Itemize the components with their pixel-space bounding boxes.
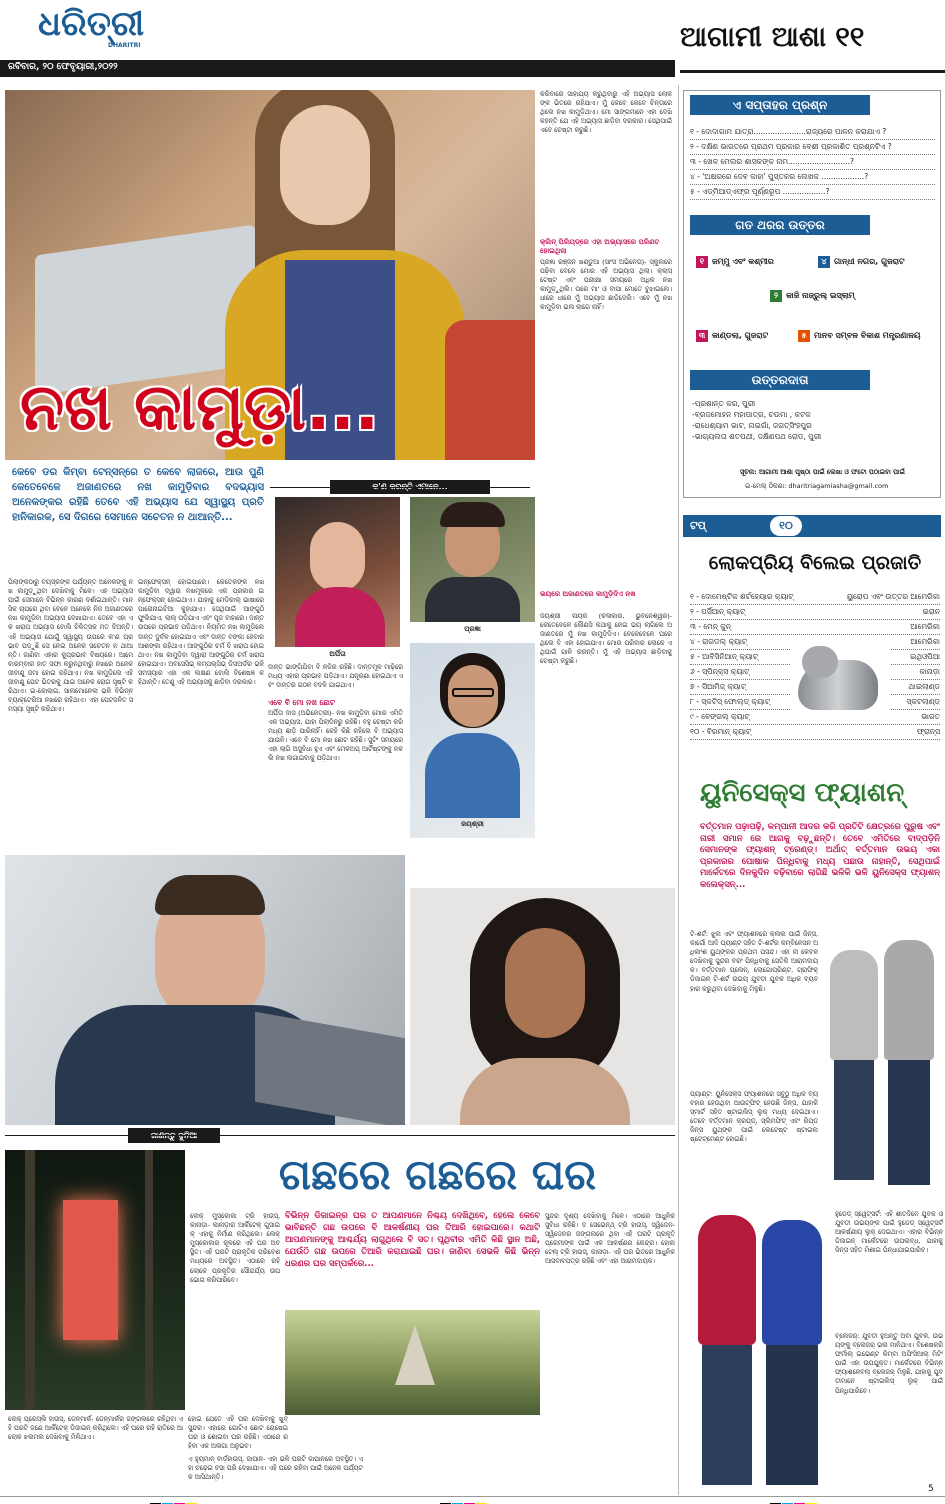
model-2-tshirt	[884, 940, 934, 1060]
cat-place-2: ଇରାନ	[922, 607, 940, 616]
col4-sub1: କ୍ଲିନ୍ ପିରିୟଡ୍‌ରେ ଏହା ଅଭ୍ୟାସରେ ପରିଣତ ହୋଇଥିଲା	[540, 238, 660, 255]
answer-1	[696, 256, 774, 268]
model-2-jeans	[888, 1060, 930, 1185]
question-5: ୫ - ଏଡ୍‌ମିଆଡ୍‌ଏଫ୍‌ର ପୂର୍ଣ୍ଣରୂପ ..................?	[690, 185, 935, 200]
answer-5	[798, 330, 921, 342]
model-1-tshirt	[830, 950, 878, 1060]
logo-sub: DHARITRI	[108, 42, 141, 49]
answer-3-text: କାଣ୍ଡଲା, ଗୁଜରାଟ	[712, 331, 769, 340]
section-name: ଆଗାମୀ ଆଶା	[680, 20, 827, 53]
cat-row-10	[690, 725, 940, 740]
question-1: ୧ - ଦୋଦାଗାମ ଯାତ୍ରା......................ରାଜ୍ୟରେ ପାଳନ କରାଯାଏ ?	[690, 125, 935, 140]
house-rule	[5, 1135, 675, 1136]
house-col3: ସୁନ୍ଦର ଦୃଶ୍ୟ ଦେଖିବାକୁ ମିଳେ। ଏଠାରେ ଆଧୁନିକ ସୁବିଧା ରହିଛି। ଦ ସେଭେନ୍‌ଥ୍ ଟ୍ରି ହାଉସ୍, ସ୍ୱିଡେନ- ସ୍ୱିଡେନର ଜଙ୍ଗଲରେ ଥିବା ଏହି ଘରଟି ପ୍ରକୃତି ପ୍ରେମୀଙ୍କ ପାଇଁ ଏକ ଆକର୍ଷଣର କେନ୍ଦ୍ର। ହୋଲଟେଲ୍ ଟ୍ରି ହାଉସ୍, କାନାଡ଼ା- ଏହି ଘର ଭିତରେ ଆଧୁନିକ ଆସବାବପତ୍ର ରହିଛି ଏବଂ ଏହା ଆରାମଦାୟକ।	[545, 1212, 675, 1266]
question-2: ୨ - ଦକ୍ଷିଣ ଭାରତରେ ପ୍ରଥମ ପ୍ରକାର ବେଶୀ ପ୍ରକାଶିତ ପ୍ରଶ୍ନଟିଏ ?	[690, 140, 935, 155]
logo-text: ଧରିତ୍ରୀ	[38, 4, 145, 44]
house-col1b: ଲେକ୍ ପ୍ରେସ୍‌ଲି ହାଉସ୍, ଡେନ୍‌ମାର୍କ- ଡେନ୍‌ମାର୍କର ଜଙ୍ଗଲରେ ରହିଥିବା ଏହି ଘରଟି ଜଣେ ଆର୍କିଟେକ୍ ଡିଜାଇନ୍ କରିଥିଲେ। ଏହି ଘରେ ରହି ରାତିରେ ଆଲୋକ ଝଲମଲ ଦେଖିବାକୁ ମିଳିଥାଏ।	[8, 1415, 183, 1442]
tree-trunk-1	[25, 1150, 35, 1410]
tree-trunk-2	[145, 1150, 153, 1410]
cat-name-5: ୫ - ଆବିସିନିଆନ୍ କ୍ୟାଟ୍	[690, 652, 759, 661]
answer-1-text: ଜମ୍ମୁ ଏବଂ କଶ୍ମୀର	[712, 257, 774, 266]
top10-number: ୧୦	[770, 516, 802, 536]
unisex-body2: ପ୍ୟାଣ୍ଟ: ୟୁନିସେକ୍ସ ଫ୍ୟାଶନରେ ସବୁଠୁ ଅଧିକ ବ୍ୟବହାର ହେଉଥିବା ଆଉଟ୍‌ଫିଟ୍ ହେଉଛି ଜିନ୍ସ, ଯାହାକି ସ୍ମାର୍ଟ ସହିତ ଷ୍ଟାଇଲିସ୍ ଲୁକ୍ ମଧ୍ୟ ଦେଇଥାଏ। ତେବେ ବର୍ତ୍ତମାନ କ୍ରପ୍‌ଡ୍, ସ୍ଲିମଫିଟ୍ ଏବଂ ରିପ୍‌ଡ୍ ଜିନ୍ସ ୟୁଥ୍‌ଙ୍କ ପାଇଁ ଲେଟେଷ୍ଟ ଷ୍ଟାଇଲ ଷ୍ଟେଟ୍‌ମେଣ୍ଟ ହୋଇଛି।	[690, 1090, 818, 1144]
cat-place-7: ଥାଇଲାଣ୍ଡ	[908, 682, 940, 691]
answer-4-text: ଗାନ୍ଧୀ ନଗର, ଗୁଜରାଟ	[834, 257, 905, 266]
answer-2-num: ୨	[770, 290, 782, 302]
photo-hoodie-couple	[690, 1205, 830, 1495]
col3-subheading: ଏବେ ବି ମୋ ନଖ ଛୋଟ	[268, 698, 335, 707]
face-shape	[280, 105, 370, 225]
house-headline: ଗଛରେ ଗଛରେ ଘର	[278, 1150, 597, 1199]
winner-4: -ଭାଗ୍ୟଲତା ଶତପଥୀ, ଦକ୍ଷିଣପଥ ରୋଡ, ପୁରୀ	[692, 432, 822, 441]
cat-name-2: ୨ - ପର୍ସିଆନ୍ କ୍ୟାଟ୍	[690, 607, 746, 616]
house-col2b: ଏ ହ୍ୟୁମାନ୍ ବାର୍ଡ଼ହାଉସ୍, ଜାପାନ- ଏହା ଭଳି ଘରଟି ଜାପାନରେ ଅବସ୍ଥିତ। ଏହା ଚଢ଼େଇ ବସା ପରି ଦେଖାଯାଏ। ଏହି ଘରେ ରହିବା ପାଇଁ ଅନେକ ପର୍ଯ୍ୟଟକ ଆସିଥାନ୍ତି।	[188, 1455, 363, 1482]
quiz-email: ଇ-ମେଲ୍ ଠିକଣା: dharitriagamiasha@gmail.com	[745, 482, 889, 490]
answer-1-num: ୧	[696, 256, 708, 268]
unisex-headline: ୟୁନିସେକ୍ସ ଫ୍ୟାଶନ୍	[700, 778, 905, 808]
main-body-col3a: ଦାନ୍ତ ଭାଙ୍ଗିଯିବା ବି ନଜିର ରହିଛି। ଦାନ୍ତମୂଳ ମାଢ଼ିରେ ମଧ୍ୟ ଏହାର ପ୍ରଭାବ ପଡ଼ିଥାଏ। ଯନ୍ତ୍ରଣା ହୋଇଥାଏ ଏବଂ ଦାନ୍ତର ଗଠନ ବଦଳି ଯାଇଥାଏ।	[268, 663, 403, 690]
answer-2-text: କାଜି ନାଜ୍‌ରୁଲ୍ ଇସ୍‌ଲାମ୍	[786, 291, 855, 300]
quiz-questions	[690, 125, 935, 200]
answer-3-num: ୩	[696, 330, 708, 342]
main-body-col1: ପିଲାଙ୍କଠାରୁ ବୟସ୍କଙ୍କ ପର୍ଯ୍ୟନ୍ତ ଅନେକଙ୍କୁ ନଖ କାମୁଡ଼ୁଥିବା ଦେଖିବାକୁ ମିଳେ। ଏହ ଅଭ୍ୟାସ ପାଇଁ ସେମାନେ ବିଭିନ୍ନ କାରଣ ଦର୍ଶାଇଥାନ୍ତି। ମାନସିକ ଚାପରେ ଥିବା ବେଳେ ଅନେକେ ନିଜ ଅଜାଣତରେ ନଖ କାମୁଡ଼ିବା ଅଭ୍ୟାସ ଦେଖାଯାଏ। ତେବେ ଏହା ଏକ ଖରାପ ଅଭ୍ୟାସ ବୋଲି ଚିକିତ୍ସକ ମତ ଦିଅନ୍ତି। ଏହି ଅଭ୍ୟାସ ଯୋଗୁଁ ସ୍ୱାସ୍ଥ୍ୟ ଉପରେ କ'ଣ ପ୍ରଭାବ ପଡ଼ୁଛି ସେ ନେଇ ଅନେକ ସଚେତନ ନ ଥାଆନ୍ତି। ଜାଣିବା ଏହାର କୁପ୍ରଭାବ ବିଷୟରେ। ଆମେ ବାରମ୍ବାର ହାତ ସଫା କରୁନଥିବାରୁ ନଖରେ ଅନେକ ଜୀବାଣୁ ଜମା ହୋଇ ରହିଥାଏ। ନଖ କାମୁଡ଼ିଲେ ଏହି ଜୀବାଣୁ ପେଟ ଭିତରକୁ ଯାଇ ଅନେକ ରୋଗ ସୃଷ୍ଟି କରିଥାଏ। ଇ-କୋଲାଇ, ସାଲମୋନେଲା ଭଳି ବିଭିନ୍ନ ବ୍ୟାକ୍ଟେରିଆ ନଖରେ ରହିଥାଏ। ଏହା ପେଟଜନିତ ସମସ୍ୟା ସୃଷ୍ଟି କରିଥାଏ।	[8, 578, 133, 714]
photo-tshirt-couple	[820, 930, 942, 1190]
kana-rule	[270, 487, 530, 488]
color-swatch-2	[440, 1497, 488, 1504]
color-swatch-1	[150, 1497, 198, 1504]
masthead-logo	[38, 4, 198, 54]
col4-bottom: ଜୟଶ୍ରୀ ନାୟକ (କଳାକାର, ଭୁବନେଶ୍ୱର)- କେତେବେଳେ କୌଣସି କଥାକୁ ନେଇ ଭୟ ଲାଗିଲେ ଅଜାଣତରେ ମୁଁ ନଖ କାମୁଡ଼ିଦିଏ। ବେଳେବେଳେ ଘରେ ଥିଲେ ବି ଏହା ହୋଇଯାଏ। ମୋର ପରିବାର ଲୋକେ ଏଥିପାଇଁ ଗାଳି କରନ୍ତି। ମୁଁ ଏହି ଅଭ୍ୟାସ ଛାଡ଼ିବାକୁ ଚେଷ୍ଟା କରୁଛି।	[540, 612, 672, 666]
cat-name-9: ୯ - ବେଙ୍ଗଲ୍ କ୍ୟାଟ୍	[690, 712, 750, 721]
cat-place-10: ଫ୍ରାନ୍ସ	[916, 727, 940, 736]
winner-1: -ପ୍ରଶାନ୍ତ କର, ପୁରୀ	[692, 399, 756, 408]
quiz-note: ସୂଚନା: ଆଗାମୀ ଆଶା ପୃଷ୍ଠା ପାଇଁ ଲେଖା ଓ ଫଟୋ ପଠାଇବା ପାଇଁ	[740, 468, 905, 476]
answers-panel	[690, 242, 935, 352]
cat-place-5: ଇଥିଓପିଆ	[910, 652, 940, 661]
unisex-body1: ଟି-ଶର୍ଟ: ଝୁଲ ଏବଂ ଫ୍ୟାଶନରେ କ୍ଲଲ ପାଇଁ ଜିନ୍ସ, କାର୍ଗୋ ଆଦି ପ୍ୟାଣ୍ଟ ସହିତ ଟି-ଶର୍ଟର କମ୍ବିନେସନ ଅଧିକାଂଶ ୟୁଥ୍‌ଙ୍କର ପ୍ରଥମ ପସନ୍ଦ। ଏହା ନା କେବଳ ଦେଖିବାକୁ ସୁନ୍ଦର ବରଂ ପିନ୍ଧିବାକୁ ସେତିକି ଆରାମଦାୟକ। ବର୍ତ୍ତମାନ ପ୍ଲେନ୍, ଲୋଗୋପ୍ରିଣ୍ଟ, ଗ୍ରାଫିକ୍ ଡିଜାଇନ୍ ଟି-ଶର୍ଟ ଉଭୟ ଯୁବତୀ ଯୁବକ ଅଧିକ ବ୍ୟବହାର କରୁଥିବା ଦେଖିବାକୁ ମିଳୁଛି।	[690, 930, 818, 993]
footer-page-number: 5	[928, 1484, 934, 1494]
pragya-shirt	[425, 577, 520, 622]
col4-mid: ପ୍ରଜ୍ଞା ରଞ୍ଜନ ଖଣ୍ଡୁଆ (ସାଂସ ଅଭିନେତା)- ସ୍କୁଲରେ ପଢ଼ିବା ବେଳେ ମୋର ଏହି ଅଭ୍ୟାସ ଥିଲା। କ୍ଲାସ୍ ଟେଷ୍ଟ ଏବଂ ପରୀକ୍ଷା ସମୟରେ ଅଧିକ ନଖ କାମୁଡ଼ୁଥିଲି। ପରେ ମା' ଓ ବାପା ମୋତେ ବୁଝାଇଲେ। ଧୀରେ ଧୀରେ ମୁଁ ଅଭ୍ୟାସ ଛାଡ଼ିଦେଲି। ଏବେ ମୁଁ ନଖ କାମୁଡ଼ିବା ଭଲ ଲାଗେ ନାହିଁ।	[540, 258, 672, 312]
column-divider	[678, 85, 679, 1495]
caption-arpita: ଅର୍ପିତା	[329, 650, 346, 658]
cat-photo	[790, 640, 890, 720]
model-4-jeans	[766, 1345, 818, 1485]
arpita-face	[310, 522, 365, 592]
cat-place-4: ଆମେରିକା	[910, 637, 940, 646]
photo-lit-treehouse	[5, 1150, 185, 1410]
answer-3	[696, 330, 768, 342]
cat-place-8: ସ୍କଟଲାଣ୍ଡ	[906, 697, 940, 706]
girl-face	[505, 928, 585, 1038]
winners-title: ଉତ୍ତରଦାତା	[690, 370, 870, 390]
section-title	[680, 20, 945, 70]
cat-name-8: ୮ - ସ୍କଟିସ୍ ଫୋଲ୍ଡ୍ କ୍ୟାଟ୍	[690, 697, 771, 706]
caption-jayashree: ଜୟଶ୍ରୀ	[461, 820, 484, 828]
col4-sub2: ଭୟରେ ଅଜାଣତରେ କାମୁଡ଼ିଦିଏ ନଖ	[540, 590, 636, 598]
jayashree-top	[425, 733, 520, 818]
cat-head	[802, 646, 838, 678]
answer-2	[770, 290, 855, 302]
cat-name-3: ୩ - ମେନ୍ କୁନ୍	[690, 622, 731, 631]
answers-title: ଗତ ଥରର ଉତ୍ତର	[690, 215, 870, 235]
cat-place-1: ୟୁରୋପ ଏବଂ ଉତ୍ତର ଆମେରିକା	[846, 592, 940, 601]
quiz-title: ଏ ସପ୍ତାହର ପ୍ରଶ୍ନ	[690, 95, 870, 115]
triangle-house	[395, 1325, 435, 1385]
cat-name-7: ୭ - ସିଆମିଜ୍ କ୍ୟାଟ୍	[690, 682, 747, 691]
model-4-hoodie	[762, 1220, 822, 1345]
winner-2: -ବ୍ରଜମୋହନ ମହାପାତ୍ର, ଚଉମା , କଟକ	[692, 410, 811, 419]
jayashree-glasses	[452, 688, 494, 697]
house-col2: ହୋଇ ଯେତେ ଏହି ଘର ଦେଖିବାକୁ ଖୁବ୍ ସୁନ୍ଦର। ଏହାରେ ଗୋଟିଏ ଛୋଟ ରୋଷେଇ ଘର ଓ ଶୋଇବା ଘର ରହିଛି। ଏଠାରେ ରହିବା ଏକ ଅଲଗା ଅନୁଭବ।	[188, 1415, 288, 1451]
cat-row-2	[690, 605, 940, 620]
question-4: ୪ - 'ଅକ୍ଷରରେ ଦେବ କାହା' ପୁସ୍ତକର ଲେଖକ ..................?	[690, 170, 935, 185]
model-3-jeans	[702, 1345, 752, 1485]
winner-3: -ରାଧେଶ୍ୟାମ ଭାଟ, ନାଇଗାଁ, ଜଗତ୍‌ସିଂହପୁର	[692, 421, 812, 430]
arpita-saree	[295, 587, 385, 647]
date-text: ରବିବାର, ୨୦ ଫେବୃୟାରୀ,୨୦୨୨	[8, 62, 118, 72]
main-headline: ନଖ କାମୁଡ଼ା...	[20, 371, 379, 445]
girl-top	[460, 1058, 630, 1125]
cat-name-6: ୬ - ସ୍ପିନ୍‌କ୍ସ କ୍ୟାଟ୍	[690, 667, 750, 676]
cat-row-3	[690, 620, 940, 635]
model-3-hoodie	[698, 1215, 756, 1345]
cat-row-1	[690, 590, 940, 605]
answer-4-num: ୪	[818, 256, 830, 268]
answer-5-text: ମାନବ ସମ୍ବଳ ବିକାଶ ମନ୍ତ୍ରଣାଳୟ	[814, 331, 921, 340]
photo-arpita	[275, 497, 400, 647]
answer-5-num: ୫	[798, 330, 810, 342]
pragya-hair	[440, 502, 505, 527]
top10-title: ଲୋକପ୍ରିୟ ବିଲେଇ ପ୍ରଜାତି	[708, 552, 922, 574]
house-intro: ବିଭିନ୍ନ ଡିଜାଇନ୍‌ର ଘର ତ ଆପଣମାନେ ନିଶ୍ଚୟ ଦେଖିଥିବେ, ହେଲେ କେବେ ଭାବିଛନ୍ତି ଗଛ ଉପରେ ବି ଆକର୍ଷଣୀୟ ଘର ତିଆରି ହୋଇପାରେ। କଥାଟି ଆପଣମାନଙ୍କୁ ଆଶ୍ଚର୍ଯ୍ୟ ଲାଗୁଥିଲେ ବି ସତ। ପୃଥିବୀର ଏମିତି କିଛି ସ୍ଥାନ ଅଛି, ଯେଉଁଠି ଗଛ ଉପରେ ତିଆରି କରାଯାଇଛି ଘର। ଜାଣିବା ସେଭଳି କିଛି ଭିନ୍ନ ଧରଣର ଘର ସମ୍ପର୍କରେ...	[285, 1211, 540, 1269]
photo-pragya	[410, 497, 535, 622]
color-swatch-3	[770, 1497, 818, 1504]
treehouse-glow	[63, 1200, 118, 1340]
main-intro: କେବେ ଡର କିମ୍ବା ଟେନ୍‌ସନ୍‌ରେ ତ କେବେ ଲାଜରେ, ଆଉ ପୁଣି କେତେବେଳେ ଅଜାଣତରେ ନଖ କାମୁଡ଼ିବାର ବଦଭ୍ୟାସ ଅନେକଙ୍କର ରହିଛି ତେବେ ଏହି ଅଭ୍ୟାସ ଯେ ସ୍ୱାସ୍ଥ୍ୟ ପ୍ରତି ହାନିକାରକ, ସେ ଦିଗରେ ସେମାନେ ସଚେତନ ନ ଥାଆନ୍ତି...	[12, 467, 264, 523]
model-1-jeans	[834, 1060, 874, 1180]
main-body-col3b: ଅର୍ପିତା ଦାସ (ଅଭିନେତ୍ରୀ)- ନଖ କାମୁଡ଼ିବା ମୋର ଏମିତି ଏକ ଅଭ୍ୟାସ, ଯାହା ପିଲାଦିନରୁ ରହିଛି। ବହୁ ଚେଷ୍ଟା କରି ମଧ୍ୟ ଛାଡ଼ି ପାରିନାହିଁ। କେହି କିଛି କହିଲେ ବି ଅଭ୍ୟାସ ଯାଉନି। ଏବେ ବି ମୋ ନଖ ଛୋଟ ରହିଛି। ସୁଟିଂ ସମୟରେ ଏହା ଲାଗି ଅସୁବିଧା ହୁଏ ଏବଂ ମେକଅପ୍ ଆର୍ଟିଷ୍ଟଙ୍କୁ ନକଲି ନଖ ଲଗାଇବାକୁ ପଡ଼ିଥାଏ।	[268, 709, 403, 763]
cat-name-10: ୧୦ - ବିରମାନ୍ କ୍ୟାଟ୍	[690, 727, 752, 736]
cat-place-6: କାନାଡ଼ା	[919, 667, 940, 676]
caption-pragya: ପ୍ରଜ୍ଞା	[464, 625, 481, 633]
cat-place-3: ଆମେରିକା	[910, 622, 940, 631]
photo-girl-biting-nail	[410, 888, 675, 1125]
cat-place-9: ଭାରତ	[921, 712, 940, 721]
cat-name-4: ୪ - ରାଗଡଲ୍ କ୍ୟାଟ୍	[690, 637, 748, 646]
house-col1: ଲେକ୍ ମୁସ୍କୋକା ଟ୍ରି ହାଉସ୍, କାନାଡ଼ା- କାନାଡ଼ାର ଆର୍କିଟେକ୍ ଗୁସାଇକ୍ ଏହାକୁ ନିର୍ମାଣ କରିଥିଲେ। ଲେକ୍ ମୁସ୍କୋକାର କୂଳରେ ଏହି ଘର ଅବସ୍ଥିତ। ଏହି ଘରଟି ପ୍ରାକୃତିକ ପରିବେଶ ମଧ୍ୟରେ ଅବସ୍ଥିତ। ଏଠାରେ ରହି ଲୋକେ ପ୍ରକୃତିର ସୌନ୍ଦର୍ଯ୍ୟ ଉପଭୋଗ କରିପାରିବେ।	[190, 1212, 280, 1284]
page-number: ୧୧	[835, 20, 865, 53]
col4-top: କରିବାରେ ସାହାଯ୍ୟ କରୁଥିବାରୁ ଏହି ଅଭ୍ୟାସ ଲୋକଙ୍କ ଭିତରେ ରହିଯାଏ। ମୁଁ କେବେ କେବେ ଚିନ୍ତାରେ ଥିଲେ ନଖ କାମୁଡ଼ିଥାଏ। ମୋ ସାଙ୍ଗମାନେ ଏହା ଦେଖି କହନ୍ତି ଯେ ଏହି ଅଭ୍ୟାସ ଛାଡ଼ିବା ଦରକାର। ସେଥିପାଇଁ ଏବେ ଚେଷ୍ଟା କରୁଛି।	[540, 90, 672, 135]
answer-4	[818, 256, 905, 268]
photo-man-biting-nail	[5, 855, 405, 1125]
unisex-body3: ହୁଡେଡ୍ ସ୍ୱେଟ୍‌ସର୍ଟ: ଏହି ଶୀତଦିନେ ଯୁବକ ଓ ଯୁବତୀ ଉଭୟଙ୍କ ପାଇଁ ହୁଡେଡ୍ ସ୍ୱେଟ୍‌ସର୍ଟ ଆକର୍ଷଣୀୟ ଲୁକ୍ ଦେଇଥାଏ। ଏହାର ବିଭିନ୍ନ ଡିଜାଇନ୍ ମାର୍କେଟରେ ଉପଲବ୍ଧ, ଯାହାକୁ ଜିନ୍ସ ସହିତ ମିଶାଇ ପିନ୍ଧାଯାଇପାରିବ।	[835, 1210, 943, 1255]
unisex-intro: ବର୍ତ୍ତମାନ ପଢ଼ାପଢ଼ି, କମ୍ପାନୀ ଆଦର କରି ପ୍ରତିଟି କ୍ଷେତ୍ରରେ ପୁରୁଷ ଏବଂ ନାରୀ ସମାନ ରେ ଆଗକୁ ବଢ଼ୁଛନ୍ତି। ତେବେ ଏମିତିରେ ବାଦ୍‌ପଡ଼ିନି ସେମାନଙ୍କ ଫ୍ୟାଶନ୍ ଟ୍ରେଣ୍ଡ୍। ଅର୍ଥାତ୍ ବର୍ତ୍ତମାନ ଉଭୟ ଏକା ପ୍ରକାରର ପୋଷାକ ପିନ୍ଧିବାକୁ ମଧ୍ୟ ପଛାଉ ନାହାନ୍ତି, ସେଥିପାଇଁ ମାର୍କେଟରେ ଦିନକୁଦିନ ବଢ଼ିବାରେ ଲାଗିଛି ଭଳିକି ଭଳି ୟୁନିସେକ୍ସ ଫ୍ୟାଶନ୍ କଲେକ୍‌ସନ୍...	[700, 822, 940, 890]
photo-jayashree	[410, 643, 535, 838]
top10-label: ଟପ୍	[690, 519, 706, 532]
section-underline	[680, 70, 945, 73]
winners-list	[692, 398, 932, 442]
unisex-body4: ବ୍ଲେଜର୍: ଯୁବତୀ ହୁଅନ୍ତୁ ଅବା ଯୁବକ, ଉଭୟଙ୍କୁ ବ୍ଲେଜର୍ ଭଲ ମାନିଥାଏ। ବିଶେଷକରି ଫର୍ମାଲ୍ ଇଭେଣ୍ଟ କିମ୍ବା ଅଫିସିଆଲ୍ ମିଟିଂ ପାଇଁ ଏହା ଉପଯୁକ୍ତ। ମାର୍କେଟରେ ବିଭିନ୍ନ ଫ୍ୟାଶନେବଲ୍ ବ୍ଲେଜର୍ ମିଳୁଛି, ଯାହାକୁ ଯୁବତୀମାନେ ଷ୍ଟାଇଲିସ୍ ଲୁକ୍ ପାଇଁ ପିନ୍ଧିପାରିବେ।	[835, 1332, 943, 1395]
photo-forest-treehouse	[285, 1310, 540, 1415]
main-body-col2: ଇନ୍‌ଫେକ୍ସନ୍ ହୋଇପାରେ। କେତେକଙ୍କ ନଖ କାମୁଡ଼ିବା ଦ୍ୱାରା ନଖମୂଳରେ ଏକ ପ୍ରକାର ଇନ୍‌ଫେକ୍ସନ୍ ହୋଇଥାଏ। ଯାହାକୁ ମେଡିକାଲ୍ ଭାଷାରେ ପାରୋନାଇଚିଆ କୁହାଯାଏ। ସେଥିପାଇଁ ଆଙ୍ଗୁଠି ଫୁଲିଯାଏ, ଲାଲ୍ ପଡ଼ିଯାଏ ଏବଂ ପୂଜ ବାହାରେ। ଦାନ୍ତ ଉପରେ ପ୍ରଭାବ ପଡ଼ିଥାଏ। ନିୟମିତ ନଖ କାମୁଡ଼ିଲେ ଦାନ୍ତ ଦୁର୍ବଳ ହୋଇଯାଏ ଏବଂ ଦାନ୍ତ ବଙ୍କା ହେବାର ଆଶଙ୍କା ରହିଥାଏ। ଆଙ୍ଗୁଠିର ଚର୍ମ ବି ଖରାପ ହୋଇଥାଏ। ନଖ କାମୁଡ଼ିବା ଦ୍ୱାରା ଆଙ୍ଗୁଠିର ଚର୍ମ ଖରାପ ହୋଇଯାଏ। ଅବସେସିଭ୍ କମ୍ପଲ୍‌ସିଭ୍ ଡିସଅର୍ଡର ଭଳି ସମସ୍ୟାର ଏହା ଏକ ଲକ୍ଷଣ ବୋଲି ବିଶେଷଜ୍ଞ କହିଥାନ୍ତି। ତେଣୁ ଏହି ଅଭ୍ୟାସକୁ ଛାଡ଼ିବା ଦରକାର।	[138, 578, 264, 687]
cat-name-1: ୧ - ଦୋମେଷ୍ଟିକ ଶର୍ଟହେୟାର କ୍ୟାଟ୍	[690, 592, 794, 601]
question-3: ୩ - ଖେଳ ମେଲର ଶାସକଙ୍କ ନାମ..........................?	[690, 155, 935, 170]
top10-banner	[683, 515, 941, 537]
man-hair	[155, 875, 265, 915]
